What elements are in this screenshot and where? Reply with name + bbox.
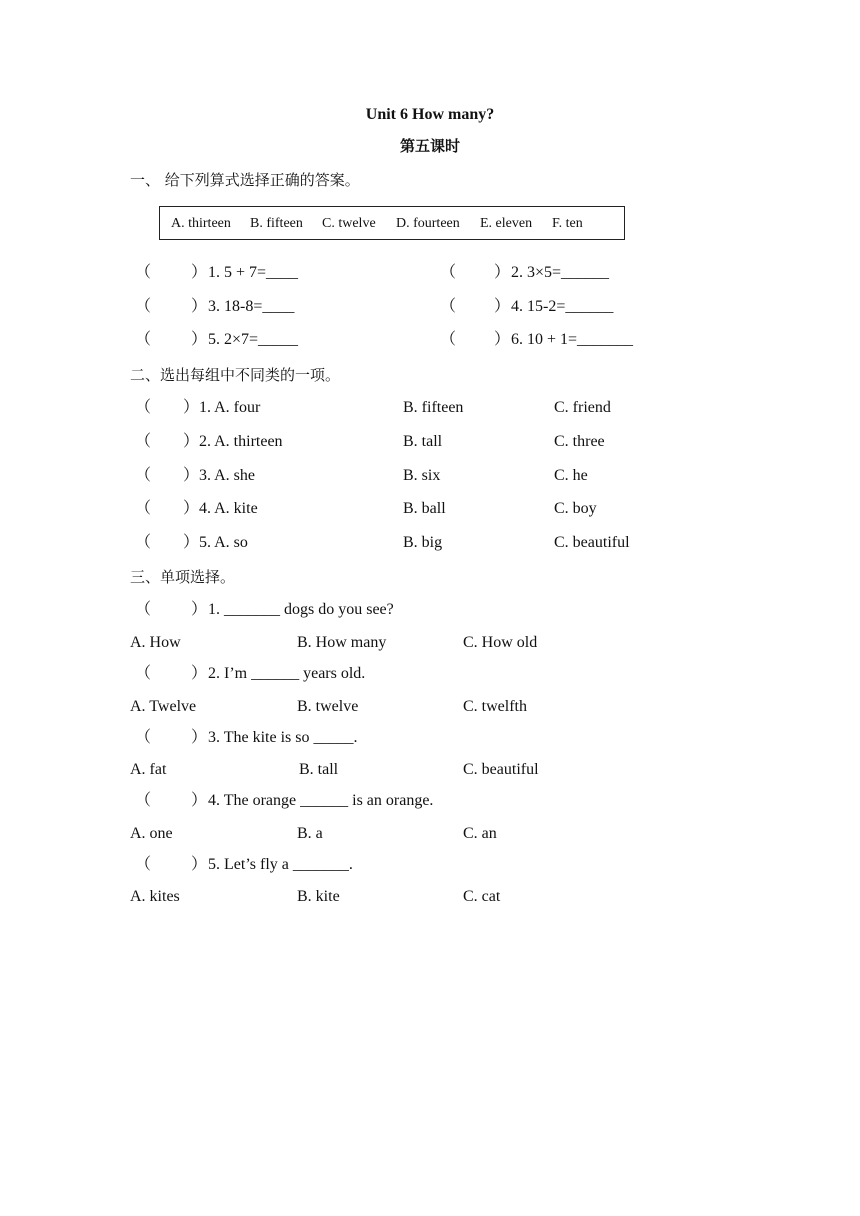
choice-a: 4. A. kite: [199, 500, 258, 517]
section1-heading: 一、 给下列算式选择正确的答案。: [130, 171, 360, 189]
choice-c: C. boy: [554, 500, 597, 517]
answer-paren-open[interactable]: （: [135, 331, 152, 348]
option-d: D. fourteen: [396, 216, 460, 231]
question-text: 1. 5 + 7=____: [208, 264, 299, 281]
question-text: 2. 3×5=______: [511, 264, 610, 281]
choice-c: C. friend: [554, 399, 611, 416]
choice-a: A. Twelve: [130, 698, 197, 715]
choice-b: B. six: [403, 467, 441, 484]
choice-c: C. cat: [463, 888, 501, 905]
answer-paren-close: ）: [494, 264, 511, 281]
answer-paren-close: ）: [183, 399, 200, 416]
choice-a: 5. A. so: [199, 534, 248, 551]
choice-b: B. How many: [297, 634, 387, 651]
question-text: 6. 10 + 1=_______: [511, 331, 634, 348]
answer-paren-open[interactable]: （: [440, 264, 457, 281]
choice-c: C. beautiful: [554, 534, 630, 551]
choice-a: 3. A. she: [199, 467, 255, 484]
choice-b: B. tall: [299, 761, 339, 778]
answer-paren-open[interactable]: （: [135, 433, 152, 450]
answer-paren-open[interactable]: （: [135, 792, 152, 809]
section3-heading: 三、单项选择。: [130, 568, 236, 586]
question-text: 3. 18-8=____: [208, 298, 295, 315]
answer-paren-close: ）: [191, 729, 208, 746]
answer-paren-open[interactable]: （: [135, 467, 152, 484]
answer-paren-open[interactable]: （: [135, 298, 152, 315]
choice-b: B. a: [297, 825, 323, 842]
choice-c: C. an: [463, 825, 497, 842]
answer-paren-open[interactable]: （: [135, 534, 152, 551]
choice-b: B. ball: [403, 500, 446, 517]
choice-b: B. tall: [403, 433, 443, 450]
answer-paren-open[interactable]: （: [135, 399, 152, 416]
choice-a: A. How: [130, 634, 181, 651]
option-f: F. ten: [552, 216, 583, 231]
answer-paren-close: ）: [183, 500, 200, 517]
question-text: 4. The orange ______ is an orange.: [208, 792, 434, 809]
answer-paren-close: ）: [191, 331, 208, 348]
choice-c: C. he: [554, 467, 588, 484]
answer-paren-close: ）: [183, 467, 200, 484]
answer-paren-close: ）: [494, 331, 511, 348]
question-text: 1. _______ dogs do you see?: [208, 601, 394, 618]
answer-paren-close: ）: [191, 856, 208, 873]
choice-a: A. kites: [130, 888, 180, 905]
answer-paren-close: ）: [191, 792, 208, 809]
choice-a: A. one: [130, 825, 173, 842]
answer-paren-open[interactable]: （: [440, 331, 457, 348]
answer-paren-open[interactable]: （: [135, 264, 152, 281]
question-text: 3. The kite is so _____.: [208, 729, 358, 746]
section2-heading: 二、选出每组中不同类的一项。: [130, 366, 341, 384]
choice-c: C. three: [554, 433, 605, 450]
question-text: 2. I’m ______ years old.: [208, 665, 366, 682]
answer-paren-open[interactable]: （: [135, 601, 152, 618]
option-e: E. eleven: [480, 216, 533, 231]
answer-options-box: [159, 206, 625, 240]
choice-a: 2. A. thirteen: [199, 433, 283, 450]
answer-paren-close: ）: [494, 298, 511, 315]
page-subtitle: 第五课时: [399, 137, 460, 155]
answer-paren-close: ）: [191, 601, 208, 618]
answer-paren-open[interactable]: （: [135, 856, 152, 873]
choice-c: C. beautiful: [463, 761, 539, 778]
option-a: A. thirteen: [171, 216, 231, 231]
answer-paren-close: ）: [191, 298, 208, 315]
choice-b: B. kite: [297, 888, 340, 905]
answer-paren-open[interactable]: （: [135, 500, 152, 517]
choice-a: 1. A. four: [199, 399, 261, 416]
answer-paren-open[interactable]: （: [135, 665, 152, 682]
choice-a: A. fat: [130, 761, 167, 778]
answer-paren-open[interactable]: （: [135, 729, 152, 746]
question-text: 5. 2×7=_____: [208, 331, 299, 348]
choice-b: B. twelve: [297, 698, 359, 715]
choice-c: C. twelfth: [463, 698, 527, 715]
choice-c: C. How old: [463, 634, 538, 651]
option-b: B. fifteen: [250, 216, 303, 231]
choice-b: B. fifteen: [403, 399, 464, 416]
page-title: Unit 6 How many?: [365, 106, 495, 123]
question-text: 4. 15-2=______: [511, 298, 614, 315]
option-c: C. twelve: [322, 216, 376, 231]
answer-paren-close: ）: [191, 665, 208, 682]
answer-paren-close: ）: [183, 433, 200, 450]
answer-paren-close: ）: [183, 534, 200, 551]
question-text: 5. Let’s fly a _______.: [208, 856, 353, 873]
answer-paren-close: ）: [191, 264, 208, 281]
choice-b: B. big: [403, 534, 443, 551]
answer-paren-open[interactable]: （: [440, 298, 457, 315]
